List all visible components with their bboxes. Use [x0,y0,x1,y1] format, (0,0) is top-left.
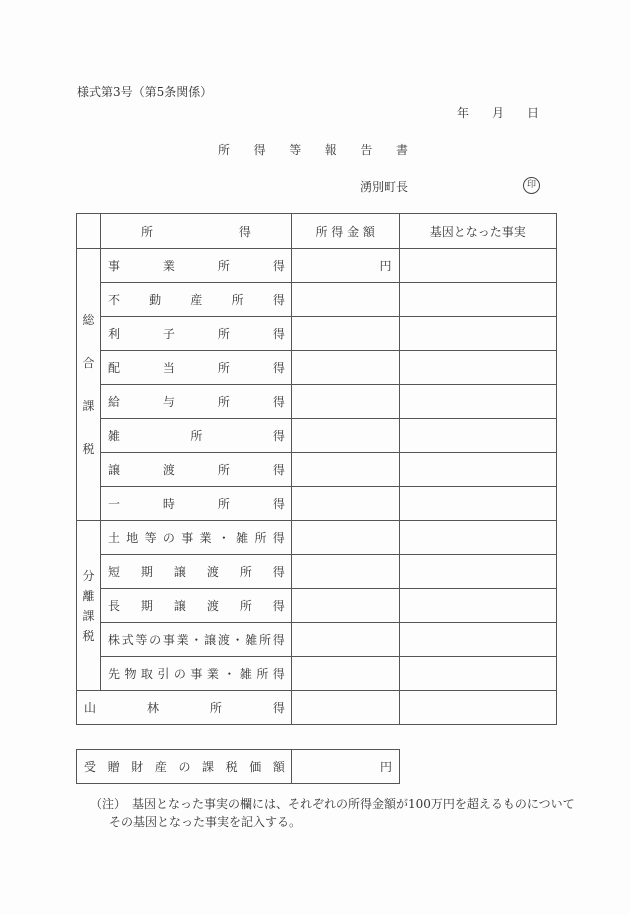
income-type-char: 不 [107,293,120,307]
income-type-char: 事 [181,531,194,545]
income-type-char: 業 [162,259,175,273]
table-row [77,351,557,385]
income-type-char: 動 [149,293,162,307]
income-type-char: 事 [107,259,120,273]
income-type-char: 渡 [217,633,230,647]
header-char: 所 [140,224,153,239]
group-label-char: 税 [82,442,95,456]
income-type-label [100,521,291,555]
gift-label-char: 価 [249,760,262,774]
table-row [77,521,557,555]
header-amount: 所 得 金 額 [291,214,399,249]
date-year: 年 [457,106,470,120]
title-char: 得 [253,143,266,157]
gift-label-char: 贈 [107,760,120,774]
income-type-char: 所 [239,599,252,613]
income-type-char: 雑 [236,531,249,545]
income-type-char: 所 [217,327,230,341]
income-type-char: 得 [272,497,285,511]
income-type-char: 所 [217,497,230,511]
title-char: 告 [360,143,373,157]
income-type-char: 雑 [107,429,120,443]
income-type-label [100,555,291,589]
table-row [77,589,557,623]
income-type-label [100,385,291,419]
header-fact: 基因となった事実 [399,214,556,249]
income-type-char: 渡 [206,565,219,579]
amount-field[interactable] [291,419,399,453]
income-type-char: 先 [107,667,120,681]
income-type-label [100,283,291,317]
income-type-label [100,453,291,487]
income-type-char: 山 [84,701,97,715]
amount-field[interactable] [291,351,399,385]
income-type-char: 業 [206,667,219,681]
income-type-char: 譲 [173,565,186,579]
income-type-char: 得 [272,565,285,579]
income-type-char: 所 [239,565,252,579]
group-label-char: 課 [82,399,95,413]
date-day: 日 [527,106,540,120]
income-type-label [100,657,291,691]
income-type-char: 得 [272,395,285,409]
income-table [76,213,557,725]
amount-field[interactable]: 円 [291,249,399,283]
income-type-char: 得 [272,463,285,477]
amount-field[interactable] [291,487,399,521]
income-type-char: 配 [107,361,120,375]
income-type-char: 渡 [206,599,219,613]
gift-label-char: 産 [154,760,167,774]
income-type-char: 得 [272,633,285,647]
seal-icon: 印 [523,177,540,194]
income-type-char: 式 [121,633,134,647]
amount-field[interactable] [291,283,399,317]
income-type-char: 一 [107,497,120,511]
table-row [77,385,557,419]
fact-field[interactable] [399,521,556,555]
amount-field[interactable] [291,453,399,487]
gift-label-char: 課 [202,760,215,774]
income-type-char: 期 [140,599,153,613]
fact-field[interactable] [399,453,556,487]
table-row [77,657,557,691]
amount-field[interactable] [291,555,399,589]
fact-field[interactable] [399,657,556,691]
table-row [77,453,557,487]
income-type-char: の [173,667,186,681]
income-type-char: 譲 [204,633,217,647]
income-type-char: 得 [272,599,285,613]
income-type-char: 所 [231,293,244,307]
group-label-char: 税 [82,628,95,643]
income-type-char: 株 [107,633,120,647]
group-label [77,249,101,521]
group-label-char: 課 [82,608,95,623]
income-type-char: 取 [140,667,153,681]
income-type-char: 事 [162,633,175,647]
income-type-label [100,317,291,351]
income-type-char: 得 [272,259,285,273]
income-type-char: 事 [190,667,203,681]
income-type-char: 土 [107,531,120,545]
income-type-char: 業 [199,531,212,545]
group-label [77,521,101,691]
income-type-label [100,623,291,657]
table-row [77,317,557,351]
group-label-char: 分 [82,568,95,583]
gift-amount-field[interactable]: 円 [292,750,400,784]
table-row [77,249,557,283]
income-type-char: 産 [190,293,203,307]
income-type-label [77,691,292,725]
gift-table [76,749,400,784]
fact-field[interactable] [399,249,556,283]
income-type-char: 得 [272,531,285,545]
income-type-char: 所 [190,429,203,443]
gift-label-char: 税 [225,760,238,774]
amount-field[interactable] [291,623,399,657]
title-char: 報 [324,143,337,157]
amount-field[interactable] [291,317,399,351]
title-char: 書 [395,143,408,157]
income-type-char: 所 [217,259,230,273]
fact-field[interactable] [399,623,556,657]
income-type-char: の [149,633,162,647]
group-label-char: 離 [82,588,95,603]
income-type-char: 譲 [107,463,120,477]
table-row [77,555,557,589]
table-row [77,623,557,657]
fact-field[interactable] [399,419,556,453]
fact-field[interactable] [399,589,556,623]
income-type-char: 得 [272,429,285,443]
header-income [100,214,291,249]
amount-field[interactable] [291,589,399,623]
header-char: 得 [238,224,251,239]
income-type-char: 当 [162,361,175,375]
table-row [77,419,557,453]
table-row-forest [77,691,557,725]
income-type-char: 物 [124,667,137,681]
income-type-char: 得 [272,667,285,681]
income-type-label [100,589,291,623]
addressee: 湧別町長 [360,180,409,194]
income-type-char: 譲 [173,599,186,613]
income-type-label [100,249,291,283]
income-type-char: ・ [190,633,203,647]
income-type-label [100,419,291,453]
note-line-1: （注） 基因となった事実の欄には、それぞれの所得金額が100万円を超えるものについて [90,797,575,811]
income-type-char: 得 [272,293,285,307]
income-type-char: 短 [107,565,120,579]
amount-field[interactable] [291,657,399,691]
date-month: 月 [492,106,505,120]
income-type-char: 所 [256,667,269,681]
income-type-label [100,487,291,521]
income-type-char: 得 [272,327,285,341]
group-label-char: 総 [82,313,95,327]
income-type-char: 業 [176,633,189,647]
gift-label-char: 額 [272,760,285,774]
header-blank [77,214,101,249]
income-type-char: 利 [107,327,120,341]
gift-label-char: の [178,760,191,774]
income-type-char: 等 [135,633,148,647]
income-type-char: 雑 [239,667,252,681]
income-type-char: 雑 [245,633,258,647]
title-char: 所 [218,143,231,157]
group-label-char: 合 [82,356,95,370]
income-type-char: 給 [107,395,120,409]
fact-field[interactable] [399,283,556,317]
amount-field[interactable] [291,521,399,555]
income-type-char: 所 [217,361,230,375]
amount-field[interactable] [291,691,399,725]
fact-field[interactable] [399,385,556,419]
income-type-label [100,351,291,385]
income-type-char: 得 [272,361,285,375]
income-type-char: 子 [162,327,175,341]
note-line-2: その基因となった事実を記入する。 [109,815,302,829]
fact-field[interactable] [399,691,556,725]
income-type-char: 得 [272,701,285,715]
gift-label [77,750,292,784]
amount-field[interactable] [291,385,399,419]
gift-label-char: 財 [131,760,144,774]
fact-field[interactable] [399,351,556,385]
income-type-char: 所 [254,531,267,545]
income-type-char: 渡 [162,463,175,477]
income-type-char: 所 [209,701,222,715]
income-type-char: 引 [157,667,170,681]
table-row [77,487,557,521]
income-type-char: 所 [259,633,272,647]
gift-label-char: 受 [84,760,97,774]
fact-field[interactable] [399,317,556,351]
income-type-char: 長 [107,599,120,613]
income-type-char: 等 [144,531,157,545]
fact-field[interactable] [399,487,556,521]
income-type-char: 所 [217,463,230,477]
fact-field[interactable] [399,555,556,589]
form-number: 様式第3号（第5条関係） [77,85,213,99]
page-title [218,141,408,158]
table-row [77,283,557,317]
income-type-char: の [162,531,175,545]
income-type-char: ・ [223,667,236,681]
income-type-char: 林 [146,701,159,715]
title-char: 等 [289,143,302,157]
income-type-char: 期 [140,565,153,579]
income-type-char: ・ [217,531,230,545]
income-type-char: 与 [162,395,175,409]
income-type-char: 時 [162,497,175,511]
income-type-char: 地 [126,531,139,545]
income-type-char: 所 [217,395,230,409]
income-type-char: ・ [231,633,244,647]
